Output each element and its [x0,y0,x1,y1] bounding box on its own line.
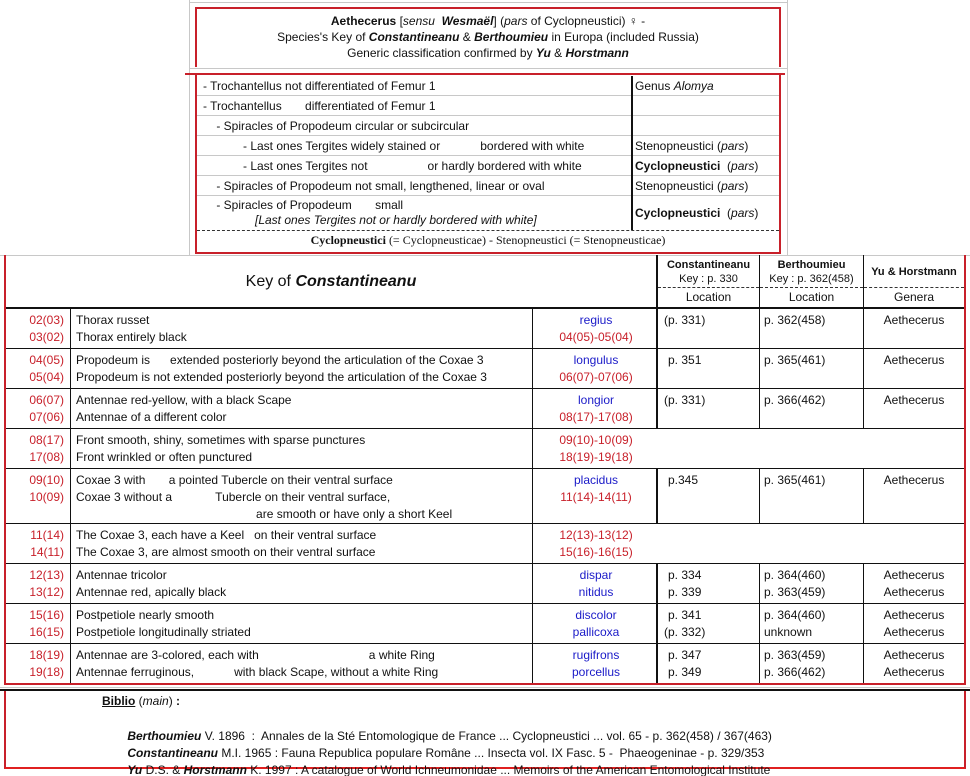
text: 12(13) [29,568,64,582]
author-name: Constantineanu [295,272,417,290]
table-row [6,429,964,468]
text: [Last ones Tergites not or hardly bordered with white] [255,213,537,227]
text: 13(12) [29,585,64,599]
text: Location [788,290,835,304]
divider [70,308,71,683]
text: Location [685,290,732,304]
classification-row [197,76,779,96]
text: 04(05) [29,353,64,367]
title-line-1 [197,13,779,29]
couplet-numbers [6,472,68,506]
text: Key : p. 330 [679,273,738,285]
couplet-numbers [6,312,68,346]
text: p. 366(462) [764,665,826,679]
text: - Spiracles of Propodeum small [203,198,404,212]
row-description: - Last ones Tergites widely stained or bordered with white [203,138,585,153]
text: Aethecerus [883,313,945,327]
genera [864,472,964,489]
author-name: Wesmaël [441,14,494,28]
text: 02(03) [29,313,64,327]
species-name: pallicoxa [572,625,620,639]
lead-to: 04(05)-05(04) [559,330,633,344]
classification-footer [197,233,779,248]
divider [656,563,658,683]
header-constantineanu [658,255,759,308]
classification-row [197,96,779,116]
lead-to: 08(17)-17(08) [559,410,633,424]
constantineanu-location [664,392,760,409]
text: (p. 332) [664,625,706,639]
text: M.I. 1965 : Fauna Republica populare Române ... Insecta vol. IX Fasc. 5 - Phaeogeninae - p. 329/353 [218,746,765,760]
species-name: porcellus [571,665,621,679]
result-cell [534,352,658,386]
divider [863,308,864,429]
text: & [550,46,566,60]
text: p. 362(458) [764,313,826,327]
lead-to: 11(14)-14(11) [560,490,632,504]
genera [864,647,964,681]
text: Antennae red, apically black [76,585,227,599]
text: & [459,30,475,44]
species-name: longulus [573,353,619,367]
text: p. 366(462) [764,393,826,407]
text: pars [731,158,755,173]
couplet-descriptions [76,312,532,346]
species-name: regius [579,313,613,327]
constantineanu-location [664,647,760,681]
title-box [195,7,781,67]
key-table [4,255,966,685]
text: pars [721,138,745,153]
result-cell [534,312,658,346]
text: p. 365(461) [764,353,826,367]
text: Antennae ferruginous, with black Scape, without a white Ring [76,665,439,679]
species-name: longior [577,393,615,407]
author-name: Constantineanu [368,30,460,44]
lead-to: 06(07)-07(06) [559,370,633,384]
text: Postpetiole nearly smooth [76,608,215,622]
table-row [6,604,964,643]
text: 03(02) [29,330,64,344]
classification-row [197,196,779,230]
text: p. 347 [668,648,702,662]
text: Thorax russet [76,313,150,327]
divider [863,563,864,683]
title-line-3 [197,45,779,61]
divider [532,308,533,683]
text: Aethecerus [883,353,945,367]
couplet-descriptions [76,567,532,601]
couplet-descriptions [76,472,532,523]
couplet-descriptions [76,647,532,681]
text: p. 334 [668,568,702,582]
lead-to-cell [534,432,658,466]
text: 17(08) [29,450,64,464]
row-result [629,179,779,193]
text: The Coxae 3, are almost smooth on their ventral surface [76,545,376,559]
text: ) [754,158,759,173]
sheet-gridline [189,2,787,3]
text: Coxae 3 with a pointed Tubercle on their ventral surface [76,473,393,487]
text: Aethecerus [883,665,945,679]
divider [864,287,964,288]
text: are smooth or have only a short Keel [76,507,453,521]
text: [ [396,14,403,28]
text: Stenopneustici ( [635,138,722,153]
genera [864,567,964,601]
row-description: - Spiracles of Propodeum not small, lengthened, linear or oval [203,178,545,193]
classification-box [195,74,781,254]
header-berthoumieu [760,255,863,308]
text: 10(09) [29,490,64,504]
text: Propodeum is extended posteriorly beyond the articulation of the Coxae 3 [76,353,484,367]
species-name: placidus [573,473,619,487]
row-description: - Trochantellus not differentiated of Femur 1 [203,78,436,93]
text: 07(06) [29,410,64,424]
result-cell [534,607,658,641]
sheet-gridline [189,68,787,69]
text: Aethecerus [883,473,945,487]
row-result [629,139,779,153]
species-name: discolor [575,608,617,622]
text: Generic classification confirmed by [347,46,536,60]
text: Aethecerus [883,648,945,662]
table-row [6,524,964,563]
divider [759,255,760,308]
text: p. 364(460) [764,568,826,582]
author-name: Constantineanu [127,746,219,760]
result-cell [534,567,658,601]
genus-name: Alomya [673,78,714,93]
text: ( [720,158,732,173]
text: ] ( [493,14,505,28]
couplet-numbers [6,607,68,641]
divider [863,468,864,524]
text: 18(19)-19(18) [559,450,633,464]
row-description: - Spiracles of Propodeum circular or subcircular [203,118,470,133]
text: Coxae 3 without a Tubercle on their ventral surface, [76,490,391,504]
text: (p. 331) [664,393,706,407]
row-description [197,198,629,228]
divider [759,308,760,429]
species-name: dispar [579,568,613,582]
text: 11(14) [30,528,64,542]
genus-name: Aethecerus [330,14,397,28]
genera [864,607,964,641]
couplet-descriptions [76,392,532,426]
text: Aethecerus [883,625,945,639]
divider [658,287,759,288]
biblio-entry [114,745,770,776]
text: 15(16)-16(15) [559,545,633,559]
divider [863,255,864,308]
classification-row [197,176,779,196]
classification-row [197,156,779,176]
text: Aethecerus [883,585,945,599]
couplet-descriptions [76,432,532,466]
genera [864,392,964,409]
constantineanu-location [664,472,760,489]
text: unknown [764,625,813,639]
couplet-descriptions [76,352,532,386]
text: Aethecerus [883,393,945,407]
text: Species's Key of [277,30,369,44]
group-name: Cyclopneustici [635,206,721,220]
classification-row [197,136,779,156]
genera [864,352,964,369]
text: p. 363(459) [764,585,826,599]
text: Antennae are 3-colored, each with a white Ring [76,648,435,662]
biblio-heading: Biblio (main) : [102,694,181,708]
sheet-gridline [787,0,788,255]
couplet-numbers [6,647,68,681]
couplet-numbers [6,432,68,466]
text: The Coxae 3, each have a Keel on their ventral surface [76,528,377,542]
row-description: - Trochantellus differentiated of Femur 1 [203,98,436,113]
berthoumieu-location [764,567,864,601]
table-row [6,564,964,603]
text: p. 364(460) [764,608,826,622]
row-result [629,159,779,173]
constantineanu-location [664,607,760,641]
text: 19(18) [29,665,64,679]
text: 09(10) [29,473,64,487]
row-result [629,206,779,220]
text: Front wrinkled or often punctured [76,450,253,464]
text: 05(04) [29,370,64,384]
text: p. 341 [668,608,702,622]
berthoumieu-location [764,312,864,329]
divider [656,308,658,429]
divider [759,468,760,524]
text: 16(15) [29,625,64,639]
divider [197,230,779,231]
pars-label: pars [504,14,528,28]
author-name: Berthoumieu [474,30,549,44]
text: p. 339 [668,585,702,599]
table-row [6,309,964,349]
table-row [6,389,964,428]
row-description: - Last ones Tergites not or hardly bordered with white [203,158,582,173]
text: pars [721,178,745,193]
couplet-descriptions [76,607,532,641]
author-name: Yu [127,763,143,776]
author-name: Yu [535,46,551,60]
divider [656,468,658,524]
constantineanu-location [664,567,760,601]
constantineanu-location [664,352,760,369]
text: Yu & Horstmann [871,266,957,278]
text: main [142,694,169,708]
text: Front smooth, shiny, sometimes with sparse punctures [76,433,366,447]
table-row [6,349,964,388]
text: Postpetiole longitudinally striated [76,625,251,639]
text: Cyclopneustici [310,233,386,247]
divider [631,76,633,230]
lead-to-cell [534,527,658,561]
berthoumieu-location [764,392,864,409]
classification-row [197,116,779,136]
genera [864,312,964,329]
text: Stenopneustici ( [635,178,722,193]
key-table-title [6,255,656,308]
text: D.S. & [142,763,184,776]
text: 09(10)-10(09) [559,433,633,447]
author-name: Horstmann [565,46,629,60]
text: Genera [893,290,935,304]
text: p. 363(459) [764,648,826,662]
sensu-label: sensu [402,14,435,28]
text: 12(13)-13(12) [559,528,633,542]
couplet-numbers [6,527,68,561]
author-name: Berthoumieu [127,729,202,743]
result-cell [534,472,658,506]
table-row [6,469,964,524]
result-cell [534,647,658,681]
text: p. 349 [668,665,702,679]
berthoumieu-location [764,607,864,641]
text: Aethecerus [883,568,945,582]
divider [759,563,760,683]
text: Antennae tricolor [76,568,167,582]
text: p. 365(461) [764,473,826,487]
berthoumieu-location [764,647,864,681]
couplet-numbers [6,352,68,386]
couplet-numbers [6,392,68,426]
text: ) [754,206,759,220]
row-result [629,79,779,93]
text: p. 351 [668,353,702,367]
sheet-gridline [189,0,190,255]
result-cell [534,392,658,426]
text: V. 1896 : Annales de la Sté Entomologique de France ... Cyclopneustici ... vol. 65 - p. 362(458) / 367(463) [201,729,772,743]
text: Key : p. 362(458) [769,273,854,285]
text: Genus [635,78,674,93]
text: 06(07) [29,393,64,407]
text: 15(16) [29,608,64,622]
divider [760,287,863,288]
divider [656,255,658,308]
text: Constantineanu [666,259,751,271]
text: Key of [245,272,296,290]
bibliography [4,691,966,776]
text: (p. 331) [664,313,706,327]
species-name: rugifrons [572,648,620,662]
text: of Cyclopneustici) ♀ - [527,14,646,28]
text: Biblio [102,694,136,708]
text: Antennae red-yellow, with a black Scape [76,393,292,407]
text: p.345 [668,473,699,487]
header-yu-horstmann [864,255,964,308]
text: Berthoumieu [777,259,846,271]
couplet-numbers [6,567,68,601]
text: K. 1997 : A catalogue of World Ichneumonidae ... Memoirs of the American Entomological Institute [246,763,771,776]
berthoumieu-location [764,472,864,489]
text: ) [744,178,749,193]
species-name: nitidus [578,585,614,599]
text: ( [720,206,732,220]
text: ) [744,138,749,153]
text: Thorax entirely black [76,330,187,344]
text: 08(17) [29,433,64,447]
text: 14(11) [30,545,64,559]
text: (= Cyclopneusticae) - Stenopneustici (= Stenopneusticae) [385,233,666,247]
constantineanu-location [664,312,760,329]
berthoumieu-location [764,352,864,369]
title-line-2 [197,29,779,45]
couplet-descriptions [76,527,532,561]
text: in Europa (included Russia) [548,30,699,44]
table-row [6,644,964,683]
text: Propodeum is not extended posteriorly beyond the articulation of the Coxae 3 [76,370,487,384]
sheet-gridline [0,687,970,688]
text: Antennae of a different color [76,410,227,424]
group-name: Cyclopneustici [635,158,721,173]
text: pars [731,206,755,220]
author-name: Horstmann [183,763,247,776]
text: 18(19) [29,648,64,662]
text: Aethecerus [883,608,945,622]
